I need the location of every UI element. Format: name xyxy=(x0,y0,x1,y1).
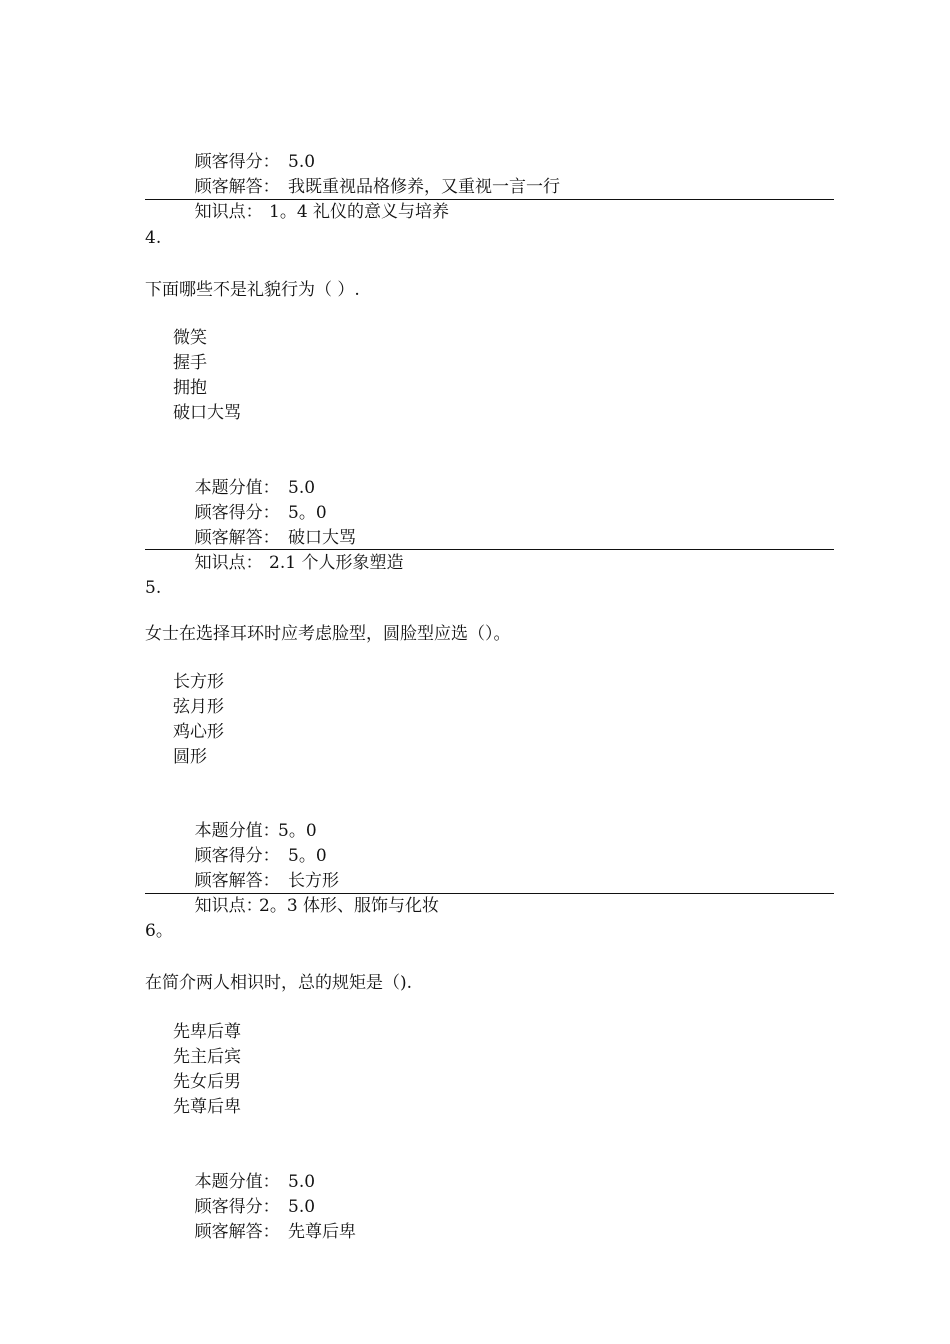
q6-number: 6。 xyxy=(145,921,173,941)
answer-label: 顾客解答： xyxy=(194,1222,280,1242)
points-label: 本题分值： xyxy=(194,821,280,841)
score-label: 顾客得分： xyxy=(194,1197,280,1217)
q5-option-d: 圆形 xyxy=(173,747,207,767)
knowledge-value: 2.1 个人形象塑造 xyxy=(269,553,404,573)
q5-option-b: 弦月形 xyxy=(173,697,224,717)
q5-number: 5. xyxy=(145,578,162,598)
points-label: 本题分值： xyxy=(194,478,280,498)
q4-number: 4. xyxy=(145,228,162,248)
score-value: 5.0 xyxy=(288,152,316,172)
q5-option-a: 长方形 xyxy=(173,672,224,692)
knowledge-label: 知识点： xyxy=(194,896,263,916)
q6-option-b: 先主后宾 xyxy=(173,1047,241,1067)
q6-option-c: 先女后男 xyxy=(173,1072,241,1092)
q4-option-b: 握手 xyxy=(173,353,207,373)
score-label: 顾客得分： xyxy=(194,152,280,172)
answer-label: 顾客解答： xyxy=(194,528,280,548)
score-label: 顾客得分： xyxy=(194,503,280,523)
score-value: 5。0 xyxy=(288,846,327,866)
divider xyxy=(145,893,834,894)
knowledge-value: 2。3 体形、服饰与化妆 xyxy=(259,896,440,916)
score-value: 5。0 xyxy=(288,503,327,523)
q5-question: 女士在选择耳环时应考虑脸型，圆脸型应选（）。 xyxy=(145,624,511,644)
knowledge-label: 知识点： xyxy=(194,553,263,573)
points-value: 5.0 xyxy=(288,478,316,498)
answer-value: 破口大骂 xyxy=(288,528,356,548)
q6-option-a: 先卑后尊 xyxy=(173,1022,241,1042)
answer-value: 长方形 xyxy=(288,871,339,891)
divider xyxy=(145,549,834,550)
q6-question: 在简介两人相识时，总的规矩是（). xyxy=(145,973,413,993)
q4-question: 下面哪些不是礼貌行为（ ）. xyxy=(145,280,360,300)
score-label: 顾客得分： xyxy=(194,846,280,866)
answer-label: 顾客解答： xyxy=(194,177,280,197)
knowledge-label: 知识点： xyxy=(194,202,263,222)
answer-value: 先尊后卑 xyxy=(288,1222,356,1242)
divider xyxy=(145,199,834,200)
q4-option-c: 拥抱 xyxy=(173,378,207,398)
points-value: 5。0 xyxy=(278,821,317,841)
q6-option-d: 先尊后卑 xyxy=(173,1097,241,1117)
q4-option-d: 破口大骂 xyxy=(173,403,241,423)
answer-value: 我既重视品格修养，又重视一言一行 xyxy=(288,177,560,197)
q5-option-c: 鸡心形 xyxy=(173,722,224,742)
knowledge-value: 1。4 礼仪的意义与培养 xyxy=(269,202,450,222)
points-label: 本题分值： xyxy=(194,1172,280,1192)
points-value: 5.0 xyxy=(288,1172,316,1192)
score-value: 5.0 xyxy=(288,1197,316,1217)
q4-option-a: 微笑 xyxy=(173,328,207,348)
answer-label: 顾客解答： xyxy=(194,871,280,891)
